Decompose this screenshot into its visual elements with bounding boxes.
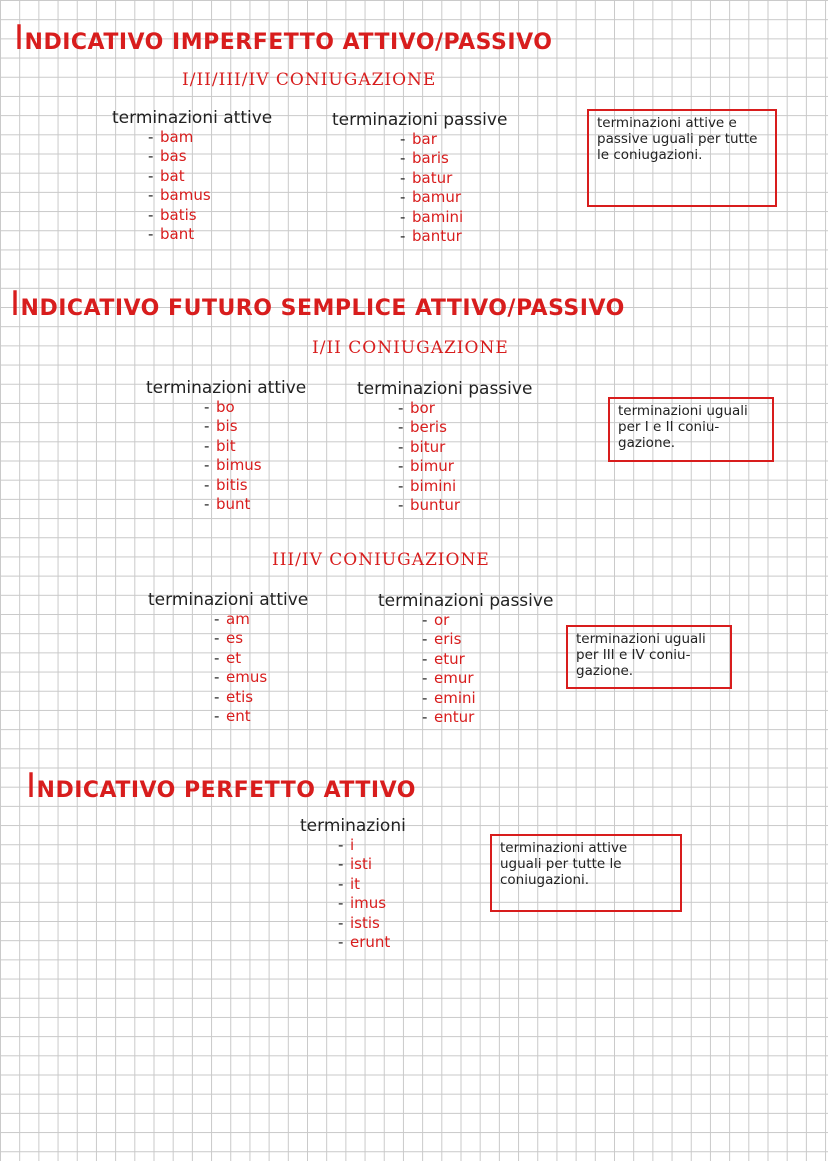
list-item: - erunt: [338, 932, 391, 951]
list-item: - batur: [400, 168, 453, 187]
list-item: - emini: [422, 688, 476, 707]
list-item: - baris: [400, 149, 449, 168]
futuro-g2-active-list: [214, 610, 267, 726]
list-item: - bitur: [398, 437, 446, 456]
imperfetto-passive-list: [400, 130, 463, 246]
list-item: - etur: [422, 649, 465, 668]
list-item: - bar: [400, 130, 437, 148]
list-item: - et: [214, 648, 242, 667]
list-item: - ent: [214, 706, 251, 725]
list-item: - beris: [398, 418, 447, 437]
list-item: - imus: [338, 894, 387, 913]
futuro-g2-passive-heading: terminazioni passive: [378, 591, 554, 611]
perfetto-note: terminazioni attive uguali per tutte le coniugazioni.: [490, 834, 682, 912]
futuro-g1-passive-heading: terminazioni passive: [357, 379, 533, 399]
list-item: - bitis: [204, 475, 248, 494]
list-item: - bat: [148, 166, 185, 185]
list-item: - emus: [214, 668, 268, 687]
futuro-title: INDICATIVO FUTURO SEMPLICE ATTIVO/PASSIVO: [10, 284, 625, 324]
list-item: - eris: [422, 630, 462, 649]
list-item: - bor: [398, 399, 435, 417]
list-item: - bimus: [204, 456, 262, 475]
futuro-subtitle-1: I/II CONIUGAZIONE: [312, 338, 509, 358]
list-item: - it: [338, 874, 361, 893]
list-item: - isti: [338, 855, 373, 874]
futuro-g1-active-heading: terminazioni attive: [146, 378, 307, 398]
futuro-g1-active-list: [204, 398, 262, 514]
list-item: - entur: [422, 707, 475, 726]
list-item: - es: [214, 629, 244, 648]
list-item: - buntur: [398, 495, 461, 514]
list-item: - bantur: [400, 226, 462, 245]
list-item: - bant: [148, 224, 195, 243]
list-item: - bimur: [398, 457, 454, 476]
perfetto-list: [338, 836, 390, 952]
list-item: - i: [338, 836, 355, 854]
list-item: - emur: [422, 669, 474, 688]
futuro-g2-active-heading: terminazioni attive: [148, 590, 309, 610]
imperfetto-active-list: [148, 128, 211, 244]
list-item: - bamus: [148, 186, 211, 205]
list-item: - am: [214, 610, 250, 628]
futuro-g2-note: terminazioni uguali per III e IV coniu- gazione.: [566, 625, 732, 689]
list-item: - bamur: [400, 188, 461, 207]
list-item: - bo: [204, 398, 235, 416]
list-item: - bunt: [204, 494, 251, 513]
list-item: - bamini: [400, 207, 464, 226]
futuro-g2-passive-list: [422, 611, 476, 727]
list-item: - bas: [148, 147, 187, 166]
list-item: - bimini: [398, 476, 457, 495]
list-item: - bam: [148, 128, 194, 146]
imperfetto-active-heading: terminazioni attive: [112, 108, 273, 128]
perfetto-title: INDICATIVO PERFETTO ATTIVO: [26, 766, 416, 806]
futuro-g1-note: terminazioni uguali per I e II coniu- gazione.: [608, 397, 774, 462]
imperfetto-title: INDICATIVO IMPERFETTO ATTIVO/PASSIVO: [14, 18, 553, 58]
imperfetto-passive-heading: terminazioni passive: [332, 110, 508, 130]
futuro-g1-passive-list: [398, 399, 460, 515]
list-item: - batis: [148, 205, 197, 224]
perfetto-heading: terminazioni: [300, 816, 406, 836]
list-item: - bit: [204, 436, 236, 455]
list-item: - etis: [214, 687, 254, 706]
list-item: - istis: [338, 913, 380, 932]
futuro-subtitle-2: III/IV CONIUGAZIONE: [272, 550, 490, 570]
imperfetto-subtitle: I/II/III/IV CONIUGAZIONE: [182, 70, 437, 90]
list-item: - bis: [204, 417, 238, 436]
list-item: - or: [422, 611, 450, 629]
imperfetto-note: terminazioni attive e passive uguali per tutte le coniugazioni.: [587, 109, 777, 207]
